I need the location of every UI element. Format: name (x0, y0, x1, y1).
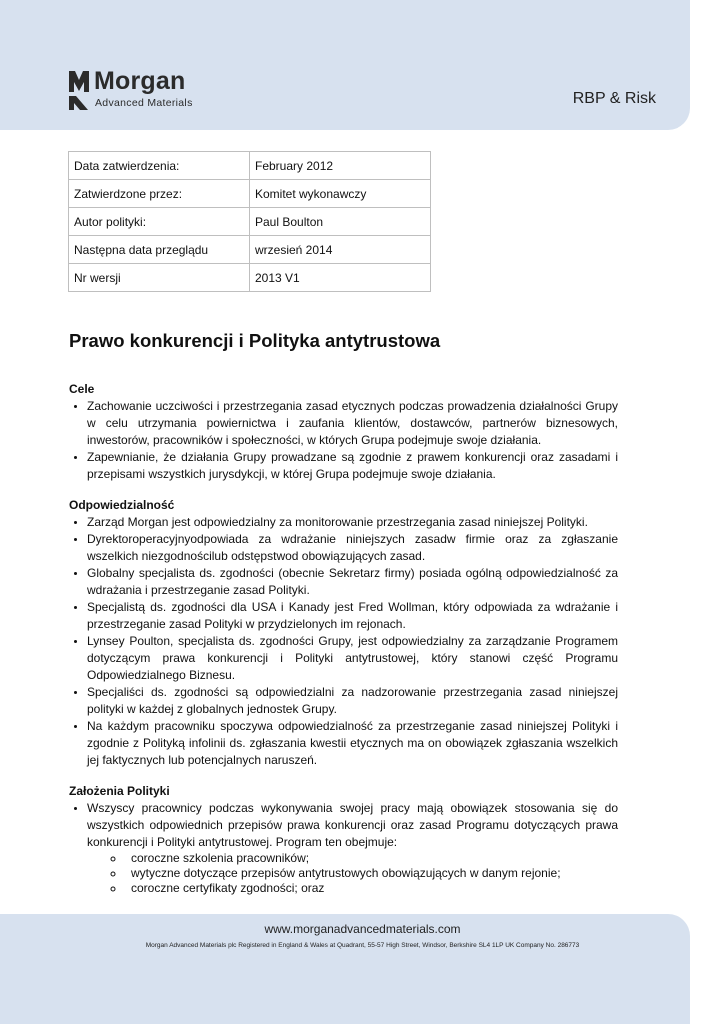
footer-legal-text: Morgan Advanced Materials plc Registered in England & Wales at Quadrant, 55-57 High Street, Windsor, Berkshire SL4 1LP UK Company No. 286773 (145, 942, 580, 949)
logo-subtitle: Advanced Materials (95, 97, 193, 109)
list-item: • Dyrektoroperacyjnyodpowiada za wdrażanie niniejszych zasadw firmie oraz za zgłaszanie wszelkich niezgodnościlub odstępstwod obowiązujących zasad. (87, 531, 618, 565)
table-value: Paul Boulton (250, 208, 431, 236)
list-item: • Zarząd Morgan jest odpowiedzialny za monitorowanie przestrzegania zasad niniejszej Polityki. (87, 514, 618, 531)
morgan-logo-icon (68, 70, 90, 112)
list-item: • Specjalistą ds. zgodności dla USA i Kanady jest Fred Wollman, który odpowiada za wdrażanie i przestrzeganie zasad Polityki w przydzielonych im rejonach. (87, 599, 618, 633)
table-row (69, 152, 431, 180)
table-row (69, 208, 431, 236)
list-item (87, 800, 618, 896)
table-label: Autor polityki: (69, 208, 250, 236)
list-item: • Lynsey Poulton, specjalista ds. zgodności Grupy, jest odpowiedzialny za zarządzanie Programem dotyczącym prawa konkurencji i Polityki antytrustowej, który stanowi część Programu Odpowiedzialnego Biznesu. (87, 633, 618, 684)
sub-list-item: ◦ wytyczne dotyczące przepisów antytrustowych obowiązujących w danym rejonie; (125, 866, 618, 881)
list-item: • Zachowanie uczciwości i przestrzegania zasad etycznych podczas prowadzenia działalności Grupy w celu utrzymania powiernictwa i zaufania klientów, dostawców, partnerów biznesowych, inwestorów, pracowników i społeczności, w których Grupa podejmuje swoje działania. (87, 398, 618, 449)
section-cele (69, 382, 618, 483)
table-label: Następna data przeglądu (69, 236, 250, 264)
page-title: Prawo konkurencji i Polityka antytrustowa (69, 330, 441, 351)
section-odpowiedzialnosc (69, 498, 618, 769)
table-row (69, 236, 431, 264)
list-item: • Specjaliści ds. zgodności są odpowiedzialni za nadzorowanie przestrzegania zasad niniejszej polityki w każdej z globalnych jednostek Grupy. (87, 684, 618, 718)
section-heading: Odpowiedzialność (69, 498, 175, 512)
bullet-list (69, 800, 618, 896)
table-row (69, 180, 431, 208)
header-band (0, 0, 690, 130)
sub-list (87, 851, 618, 896)
logo-name: Morgan (94, 67, 186, 95)
table-label: Nr wersji (69, 264, 250, 292)
sub-list-item: ◦ coroczne szkolenia pracowników; (125, 851, 618, 866)
list-item-text: Wszyscy pracownicy podczas wykonywania swojej pracy mają obowiązek stosowania się do wszystkich odpowiednich przepisów prawa konkurencji oraz zasad Programu dotyczących prawa konkurencji i Polityki antytrustowej. Program ten obejmuje: (87, 801, 618, 849)
section-zalozenia-polityki (69, 784, 618, 896)
table-row (69, 264, 431, 292)
list-item: • Globalny specjalista ds. zgodności (obecnie Sekretarz firmy) posiada ogólną odpowiedzialność za wdrażania i przestrzeganie zasad Polityki. (87, 565, 618, 599)
document-body (69, 330, 618, 911)
bullet-list (69, 398, 618, 483)
section-heading: Cele (69, 382, 95, 396)
list-item: • Zapewnianie, że działania Grupy prowadzane są zgodnie z prawem konkurencji oraz zasadami i przepisami wszystkich jurysdykcji, w której Grupa podejmuje swoje działania. (87, 449, 618, 483)
table-value: Komitet wykonawczy (250, 180, 431, 208)
table-value: 2013 V1 (250, 264, 431, 292)
table-label: Zatwierdzone przez: (69, 180, 250, 208)
header-tag: RBP & Risk (572, 90, 656, 107)
footer-website-link[interactable]: www.morganadvancedmaterials.com (264, 922, 461, 936)
list-item: • Na każdym pracowniku spoczywa odpowiedzialność za przestrzeganie zasad niniejszej Polityki i zgodnie z Polityką infolinii ds. zgłaszania kwestii etycznych ma on obowiązek zgłaszania wszelkich jej faktycznych lub potencjalnych naruszeń. (87, 718, 618, 769)
section-heading: Założenia Polityki (69, 784, 170, 798)
table-value: wrzesień 2014 (250, 236, 431, 264)
table-label: Data zatwierdzenia: (69, 152, 250, 180)
table-value: February 2012 (250, 152, 431, 180)
policy-metadata-table (68, 151, 431, 292)
sub-list-item: ◦ coroczne certyfikaty zgodności; oraz (125, 881, 618, 896)
bullet-list (69, 514, 618, 769)
